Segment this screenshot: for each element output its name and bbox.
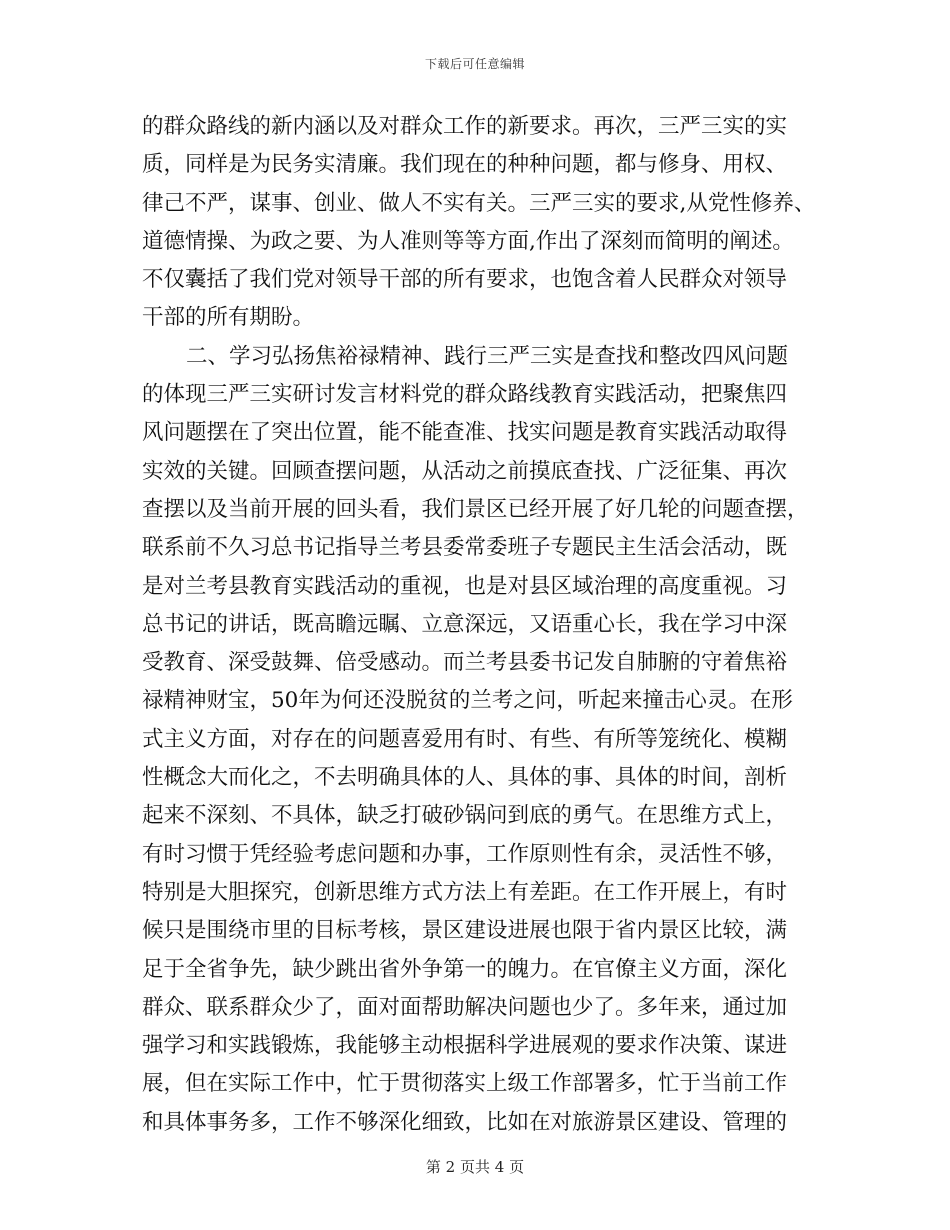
text-line: 的群众路线的新内涵以及对群众工作的新要求。再次，三严三实的实: [142, 114, 788, 139]
text-line: 候只是围绕市里的目标考核，景区建设进展也限于省内景区比较，满: [142, 918, 788, 944]
text-line: 风问题摆在了突出位置，能不能查准、找实问题是教育实践活动取得: [142, 420, 788, 446]
text-line: 足于全省争先，缺少跳出省外争第一的魄力。在官僚主义方面，深化: [142, 956, 788, 982]
text-line: 强学习和实践锻炼，我能够主动根据科学进展观的要求作决策、谋进: [142, 1033, 788, 1059]
text-line: 律己不严，谋事、创业、做人不实有关。三严三实的要求,从党性修养、: [142, 190, 816, 216]
text-line: 干部的所有期盼。: [142, 305, 315, 331]
text-line: 是对兰考县教育实践活动的重视，也是对县区域治理的高度重视。习: [142, 573, 788, 599]
text-line: 群众、联系群众少了，面对面帮助解决问题也少了。多年来，通过加: [142, 994, 788, 1020]
text-line: 查摆以及当前开展的回头看，我们景区已经开展了好几轮的问题查摆，: [142, 496, 809, 522]
page-number: 第 2 页共 4 页: [425, 1158, 525, 1176]
text-line: 总书记的讲话，既高瞻远瞩、立意深远，又语重心长，我在学习中深: [142, 611, 788, 637]
document-body: [142, 108, 822, 1142]
text-line: 道德情操、为政之要、为人准则等等方面,作出了深刻而简明的阐述。: [142, 228, 794, 254]
text-line: 不仅囊括了我们党对领导干部的所有要求，也饱含着人民群众对领导: [142, 267, 788, 293]
text-line: 有时习惯于凭经验考虑问题和办事，工作原则性有余，灵活性不够，: [142, 841, 788, 867]
text-line: 质，同样是为民务实清廉。我们现在的种种问题，都与修身、用权、: [142, 152, 788, 178]
text-line: 展，但在实际工作中，忙于贯彻落实上级工作部署多，忙于当前工作: [142, 1071, 788, 1097]
text-line: 式主义方面，对存在的问题喜爱用有时、有些、有所等笼统化、模糊: [142, 726, 788, 752]
text-line: 性概念大而化之，不去明确具体的人、具体的事、具体的时间，剖析: [142, 765, 788, 791]
text-line: 特别是大胆探究，创新思维方式方法上有差距。在工作开展上，有时: [142, 879, 788, 905]
text-line: 受教育、深受鼓舞、倍受感动。而兰考县委书记发自肺腑的守着焦裕: [142, 650, 788, 676]
text-line: 起来不深刻、不具体，缺乏打破砂锅问到底的勇气。在思维方式上，: [142, 803, 788, 829]
text-line: 的体现三严三实研讨发言材料党的群众路线教育实践活动，把聚焦四: [142, 382, 788, 408]
page-header: 下载后可任意编辑: [424, 57, 525, 71]
paragraph-first-line: 二、学习弘扬焦裕禄精神、践行三严三实是查找和整改四风问题: [186, 343, 789, 369]
text-line: 禄精神财宝，50年为何还没脱贫的兰考之问，听起来撞击心灵。在形: [142, 688, 793, 714]
text-line: 和具体事务多，工作不够深化细致，比如在对旅游景区建设、管理的: [142, 1109, 788, 1135]
text-line: 联系前不久习总书记指导兰考县委常委班子专题民主生活会活动，既: [142, 535, 788, 561]
text-line: 实效的关键。回顾查摆问题，从活动之前摸底查找、广泛征集、再次: [142, 458, 788, 484]
